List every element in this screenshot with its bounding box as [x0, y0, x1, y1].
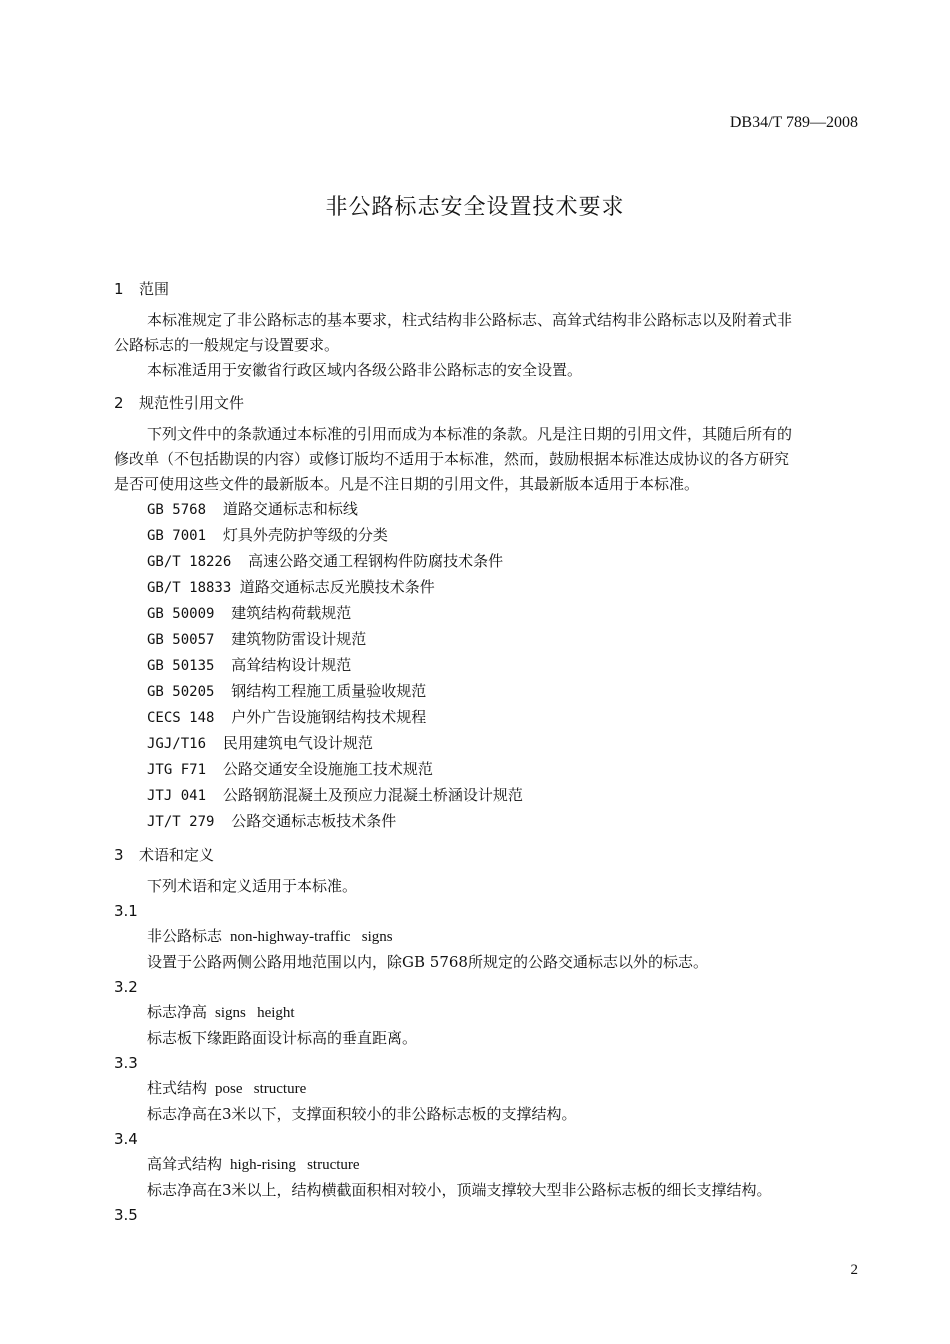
reference-title: 钢结构工程施工质量验收规范: [231, 682, 427, 700]
section-number: 3: [114, 846, 124, 864]
reference-title: 公路钢筋混凝土及预应力混凝土桥涵设计规范: [222, 786, 523, 804]
term-english: high-rising structure: [230, 1157, 360, 1173]
standard-code: DB34/T 789—2008: [729, 114, 858, 131]
term-chinese: 非公路标志: [147, 927, 223, 945]
term-chinese: 柱式结构: [147, 1079, 208, 1097]
reference-item: [114, 601, 862, 627]
document-body: [114, 278, 862, 1228]
clause-number: 3.4: [114, 1130, 138, 1148]
clause-number: 3.3: [114, 1054, 138, 1072]
section-number: 2: [114, 394, 124, 412]
reference-code: GB 5768: [147, 502, 223, 518]
term-definition: 标志净高在3米以下，支撑面积较小的非公路标志板的支撑结构。: [147, 1105, 577, 1123]
reference-code: GB/T 18226: [147, 554, 249, 570]
reference-title: 公路交通标志板技术条件: [231, 812, 397, 830]
reference-code: JTJ 041: [147, 788, 223, 804]
section-heading-terms-definitions: [114, 844, 862, 866]
paragraph-line: 下列术语和定义适用于本标准。: [147, 877, 358, 895]
reference-code: GB 50205: [147, 684, 232, 700]
reference-title: 高速公路交通工程钢构件防腐技术条件: [248, 552, 504, 570]
reference-title: 公路交通安全设施施工技术规范: [222, 760, 433, 778]
section-heading-normative-references: [114, 392, 862, 414]
reference-code: GB 50135: [147, 658, 232, 674]
paragraph-line: 是否可使用这些文件的最新版本。凡是不注日期的引用文件，其最新版本适用于本标准。: [114, 475, 700, 493]
term-chinese: 高耸式结构: [147, 1155, 223, 1173]
reference-item: [114, 757, 862, 783]
clause-number: 3.1: [114, 902, 138, 920]
reference-title: 建筑结构荷载规范: [231, 604, 352, 622]
term-definition: 设置于公路两侧公路用地范围以内，除GB 5768所规定的公路交通标志以外的标志。: [147, 953, 708, 971]
paragraph-line: 公路标志的一般规定与设置要求。: [114, 336, 340, 354]
section-title: 规范性引用文件: [139, 394, 245, 412]
section-title: 范围: [139, 280, 170, 298]
reference-item: [114, 497, 862, 523]
reference-item: [114, 575, 862, 601]
clause-number: 3.5: [114, 1206, 138, 1224]
term-english: non-highway-traffic signs: [230, 929, 393, 945]
reference-title: 建筑物防雷设计规范: [231, 630, 367, 648]
reference-item: [114, 549, 862, 575]
reference-title: 高耸结构设计规范: [231, 656, 352, 674]
reference-item: [114, 731, 862, 757]
document-title: 非公路标志安全设置技术要求: [325, 195, 625, 220]
reference-code: JT/T 279: [147, 814, 232, 830]
reference-item: [114, 523, 862, 549]
term-english: signs height: [215, 1005, 295, 1021]
reference-item: [114, 679, 862, 705]
reference-title: 民用建筑电气设计规范: [222, 734, 373, 752]
reference-code: JTG F71: [147, 762, 223, 778]
paragraph-line: 下列文件中的条款通过本标准的引用而成为本标准的条款。凡是注日期的引用文件，其随后所有的: [147, 425, 793, 443]
paragraph-line: 本标准规定了非公路标志的基本要求，柱式结构非公路标志、高耸式结构非公路标志以及附着式非: [147, 311, 793, 329]
reference-code: GB/T 18833: [147, 580, 240, 596]
reference-title: 户外广告设施钢结构技术规程: [231, 708, 427, 726]
term-english: pose structure: [215, 1081, 307, 1097]
section-title: 术语和定义: [139, 846, 215, 864]
section-heading-scope: [114, 278, 862, 300]
term-entry: [114, 1076, 862, 1102]
page-number: 2: [850, 1262, 858, 1278]
clause-number: 3.2: [114, 978, 138, 996]
section-number: 1: [114, 280, 124, 298]
paragraph-line: 修改单（不包括勘误的内容）或修订版均不适用于本标准，然而，鼓励根据本标准达成协议的各方研究: [114, 450, 790, 468]
term-entry: [114, 1152, 862, 1178]
reference-item: [114, 653, 862, 679]
reference-code: CECS 148: [147, 710, 232, 726]
reference-code: JGJ/T16: [147, 736, 223, 752]
reference-title: 灯具外壳防护等级的分类: [222, 526, 388, 544]
reference-code: GB 50057: [147, 632, 232, 648]
term-entry: [114, 1000, 862, 1026]
term-definition: 标志板下缘距路面设计标高的垂直距离。: [147, 1029, 418, 1047]
reference-item: [114, 783, 862, 809]
reference-item: [114, 705, 862, 731]
paragraph-line: 本标准适用于安徽省行政区域内各级公路非公路标志的安全设置。: [147, 361, 583, 379]
term-chinese: 标志净高: [147, 1003, 208, 1021]
reference-title: 道路交通标志和标线: [222, 500, 358, 518]
reference-list: [114, 497, 862, 835]
term-definition: 标志净高在3米以上，结构横截面积相对较小，顶端支撑较大型非公路标志板的细长支撑结构。: [147, 1181, 772, 1199]
reference-code: GB 7001: [147, 528, 223, 544]
reference-code: GB 50009: [147, 606, 232, 622]
reference-title: 道路交通标志反光膜技术条件: [239, 578, 435, 596]
reference-item: [114, 627, 862, 653]
reference-item: [114, 809, 862, 835]
term-entry: [114, 924, 862, 950]
